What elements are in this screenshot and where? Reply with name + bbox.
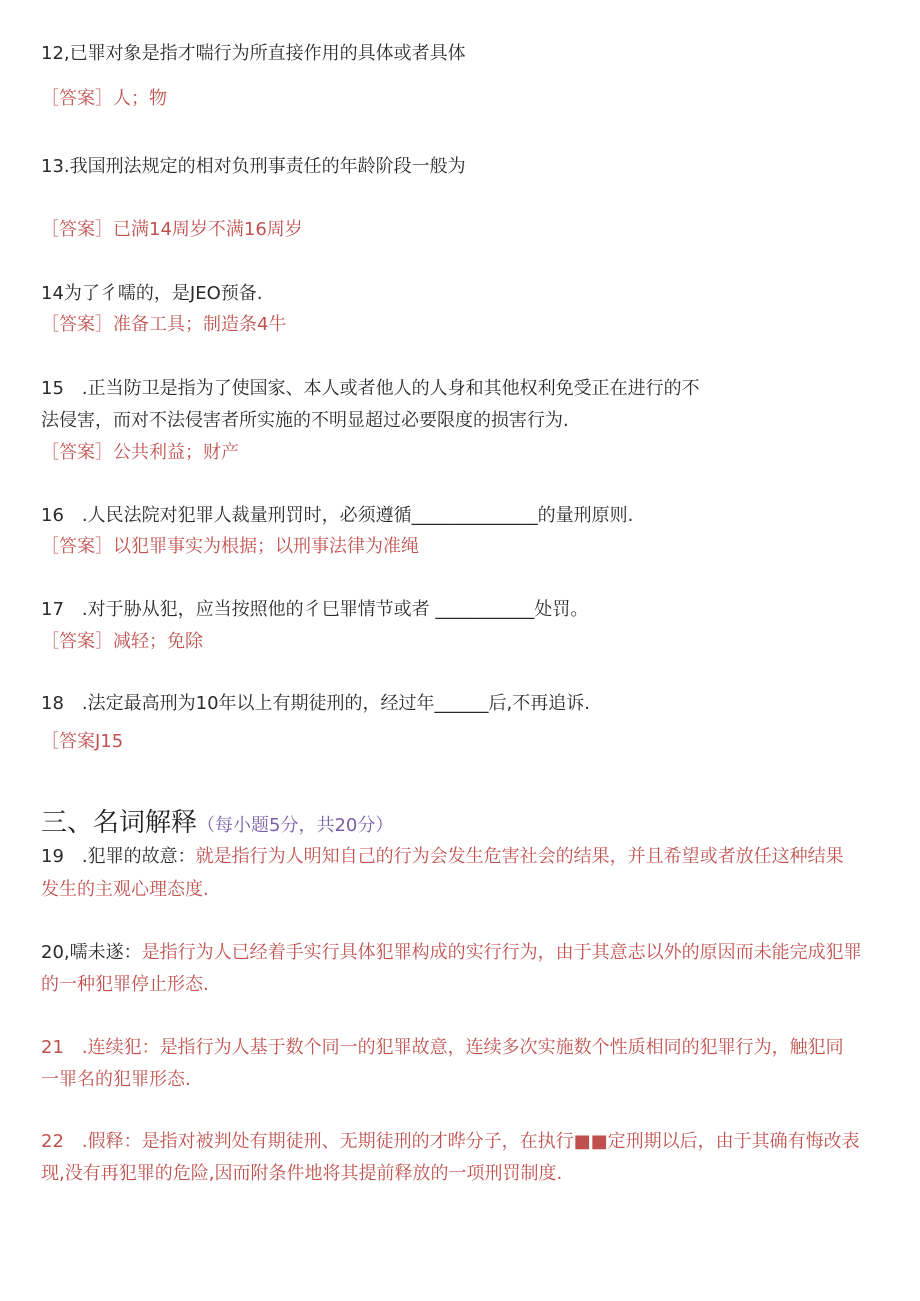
- answer-13: ［答案］已满14周岁不满16周岁: [41, 219, 303, 240]
- term-20-definition: 是指行为人已经着手实行具体犯罪构成的实行行为，由于其意志以外的原因而未能完成犯罪: [141, 942, 862, 963]
- term-21-definition: 是指行为人基于数个同一的犯罪故意，连续多次实施数个性质相同的犯罪行为，触犯同: [159, 1037, 844, 1058]
- section-note: （每小题5分，共20分）: [197, 815, 394, 836]
- term-19-line-2: 发生的主观心理态度.: [41, 879, 209, 900]
- question-13: 13.我国刑法规定的相对负刑事责任的年龄阶段一般为: [41, 156, 466, 177]
- term-19-definition: 就是指行为人明知自己的行为会发生危害社会的结果，并且希望或者放任这种结果: [195, 846, 844, 867]
- term-22-line-1: [41, 1130, 860, 1154]
- term-22-line-2: 现,没有再犯罪的危险,因而附条件地将其提前释放的一项刑罚制度.: [41, 1163, 563, 1184]
- term-20-line-2: 的一种犯罪停止形态.: [41, 974, 209, 995]
- term-22-label: 22 .假释：: [41, 1131, 142, 1152]
- answer-14: ［答案］准备工具；制造条4牛: [41, 314, 287, 335]
- question-14: 14为了彳嚅的，是JEO预备.: [41, 283, 263, 304]
- question-15-line-1: 15 .正当防卫是指为了使国家、本人或者他人的人身和其他权利免受正在进行的不: [41, 378, 700, 399]
- question-16: 16 .人民法院对犯罪人裁量刑罚时，必须遵循______________的量刑原则.: [41, 505, 634, 526]
- answer-15: ［答案］公共利益；财产: [41, 442, 239, 463]
- term-20-label: 20,嚅未遂：: [41, 942, 142, 963]
- term-21-line-1: [41, 1036, 844, 1060]
- question-18: 18 .法定最高刑为10年以上有期徒刑的，经过年______后,不再追诉.: [41, 693, 590, 714]
- answer-17: ［答案］减轻；免除: [41, 631, 203, 652]
- section-heading: [41, 806, 393, 843]
- term-21-line-2: 一罪名的犯罪形态.: [41, 1069, 191, 1090]
- question-15-line-2: 法侵害，而对不法侵害者所实施的不明显超过必要限度的损害行为.: [41, 410, 569, 431]
- question-12: 12,已罪对象是指才喘行为所直接作用的具体或者具体: [41, 43, 466, 64]
- answer-12: ［答案］人；物: [41, 88, 167, 109]
- section-title: 三、名词解释: [41, 808, 198, 838]
- answer-18: ［答案J15: [41, 731, 124, 752]
- term-19-label: 19 .犯罪的故意：: [41, 846, 196, 867]
- term-21-label: 21 .连续犯：: [41, 1037, 160, 1058]
- question-17: 17 .对于胁从犯，应当按照他的彳巳罪情节或者 ___________处罚。: [41, 599, 589, 620]
- answer-16: ［答案］以犯罪事实为根据；以刑事法律为准绳: [41, 536, 419, 557]
- term-22-definition: 是指对被判处有期徒刑、无期徒刑的才晔分子，在执行■■定刑期以后，由于其确有悔改表: [141, 1131, 860, 1152]
- term-20-line-1: [41, 941, 862, 965]
- term-19-line-1: [41, 845, 844, 869]
